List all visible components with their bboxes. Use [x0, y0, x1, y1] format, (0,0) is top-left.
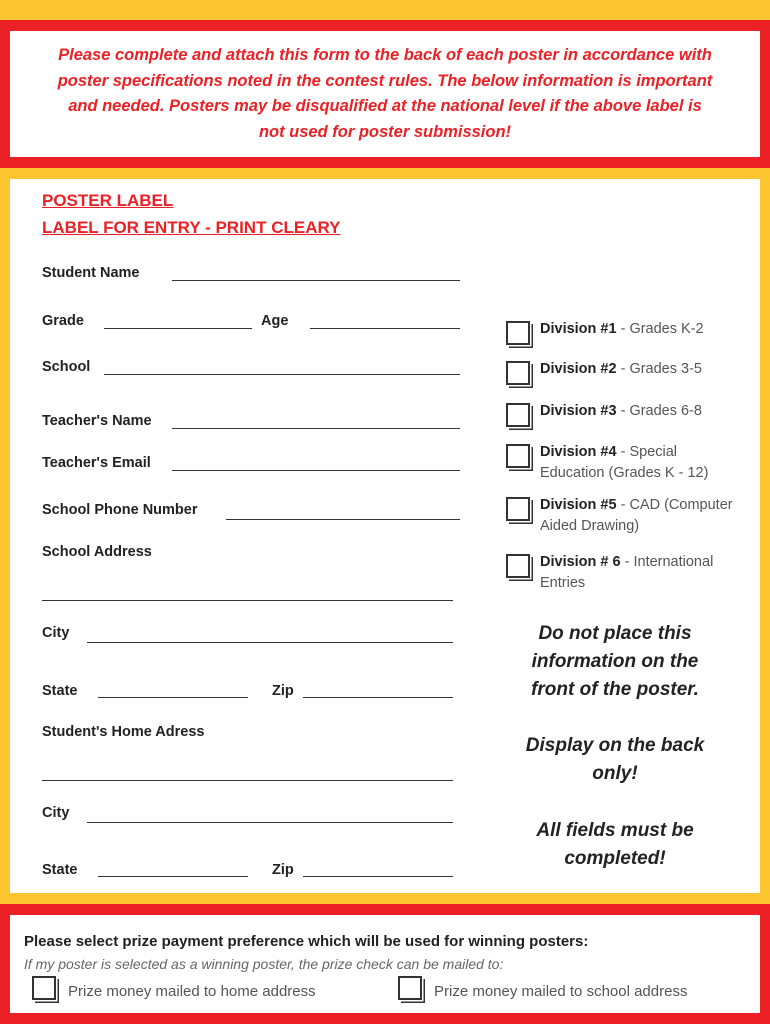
note-placement: Do not place this information on the front of the poster.: [531, 623, 699, 700]
zip2-field[interactable]: [303, 876, 453, 877]
teacher-email-label: Teacher's Email: [42, 455, 151, 471]
prize-preference-panel: [0, 904, 770, 1024]
school-address-label: School Address: [42, 544, 152, 560]
prize-subtitle: If my poster is selected as a winning poster, the prize check can be mailed to:: [24, 956, 504, 972]
school-phone-label: School Phone Number: [42, 502, 198, 518]
teacher-email-field[interactable]: [172, 470, 460, 471]
student-name-label: Student Name: [42, 265, 140, 281]
city-label: City: [42, 625, 70, 641]
prize-preference-box: [10, 915, 760, 1013]
note-display: Display on the back only!: [525, 735, 705, 784]
school-field[interactable]: [104, 374, 460, 375]
notice-banner: [0, 20, 770, 168]
note-required: All fields must be completed!: [536, 820, 694, 869]
poster-label-form: [10, 179, 760, 893]
zip2-label: Zip: [272, 862, 294, 878]
school-address-checkbox[interactable]: [398, 976, 422, 1000]
notice-box: [10, 31, 760, 157]
state2-label: State: [42, 862, 78, 878]
student-name-field[interactable]: [172, 280, 460, 281]
teacher-name-field[interactable]: [172, 428, 460, 429]
division-3-text: Division #3 - Grades 6-8: [540, 403, 702, 419]
division-3-checkbox[interactable]: [506, 403, 530, 427]
division-2-text: Division #2 - Grades 3-5: [540, 361, 702, 377]
home-address-option: Prize money mailed to home address: [68, 983, 316, 1000]
school-label: School: [42, 359, 91, 375]
school-phone-field[interactable]: [226, 519, 460, 520]
form-subheading: LABEL FOR ENTRY - PRINT CLEARY: [42, 218, 341, 237]
school-address-option: Prize money mailed to school address: [434, 983, 688, 1000]
state-label: State: [42, 683, 78, 699]
grade-label: Grade: [42, 313, 84, 329]
state2-field[interactable]: [98, 876, 248, 877]
home-address-label: Student's Home Adress: [42, 724, 205, 740]
form-heading: POSTER LABEL: [42, 191, 174, 210]
division-4-checkbox[interactable]: [506, 444, 530, 468]
division-4-text: Division #4 - Special Education (Grades K - 12): [540, 444, 709, 481]
age-field[interactable]: [310, 328, 460, 329]
division-6-checkbox[interactable]: [506, 554, 530, 578]
division-5-text: Division #5 - CAD (Computer Aided Drawing): [540, 497, 733, 534]
division-2-checkbox[interactable]: [506, 361, 530, 385]
notice-text: Please complete and attach this form to the back of each poster in accordance with poster specifications noted in the contest rules. The below information is important and needed. Posters may be disqualified at the national level if the above label is not used for poster submission!: [57, 46, 713, 141]
division-6-text: Division # 6 - International Entries: [540, 554, 714, 591]
grade-field[interactable]: [104, 328, 252, 329]
division-5-checkbox[interactable]: [506, 497, 530, 521]
teacher-name-label: Teacher's Name: [42, 413, 152, 429]
city-field[interactable]: [87, 642, 453, 643]
home-address-checkbox[interactable]: [32, 976, 56, 1000]
division-1-text: Division #1 - Grades K-2: [540, 321, 704, 337]
zip-label: Zip: [272, 683, 294, 699]
school-address-field[interactable]: [42, 600, 453, 601]
city2-label: City: [42, 805, 70, 821]
prize-title: Please select prize payment preference which will be used for winning posters:: [24, 933, 589, 950]
age-label: Age: [261, 313, 289, 329]
home-address-field[interactable]: [42, 780, 453, 781]
zip-field[interactable]: [303, 697, 453, 698]
city2-field[interactable]: [87, 822, 453, 823]
state-field[interactable]: [98, 697, 248, 698]
division-1-checkbox[interactable]: [506, 321, 530, 345]
